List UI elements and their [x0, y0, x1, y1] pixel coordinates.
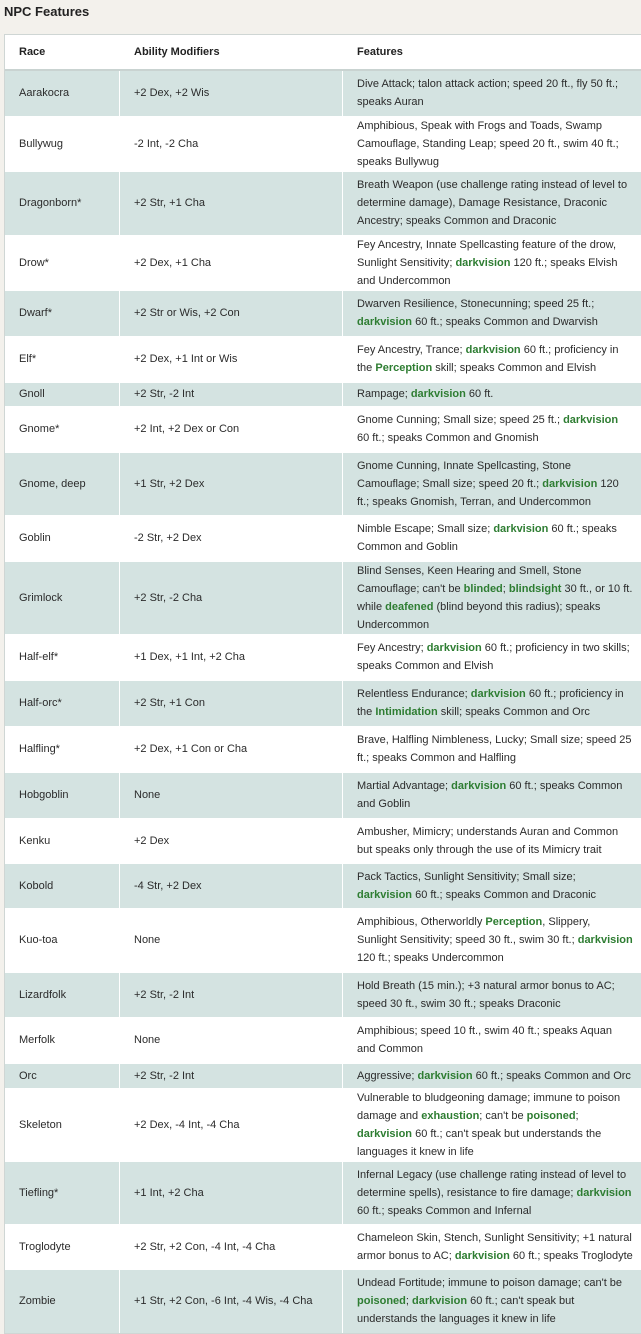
- rule-link[interactable]: exhaustion: [421, 1110, 479, 1122]
- feature-text: 60 ft.; speaks Common and Gnomish: [357, 432, 539, 444]
- table-row: [5, 680, 641, 726]
- race-cell: Halfling*: [5, 726, 120, 772]
- table-row: [5, 116, 641, 171]
- race-cell: Orc: [5, 1063, 120, 1088]
- rule-link[interactable]: darkvision: [357, 1128, 412, 1140]
- features-cell: [343, 1088, 641, 1161]
- race-cell: Tiefling*: [5, 1161, 120, 1224]
- rule-link[interactable]: darkvision: [427, 642, 482, 654]
- feature-text: skill; speaks Common and Elvish: [432, 362, 596, 374]
- rule-link[interactable]: darkvision: [577, 1187, 632, 1199]
- column-header-ability-modifiers: Ability Modifiers: [120, 35, 343, 70]
- race-cell: Half-elf*: [5, 634, 120, 680]
- features-cell: [343, 863, 641, 908]
- race-cell: Kuo-toa: [5, 908, 120, 972]
- feature-text: Blind Senses, Keen Hearing and Smell, Stone Camouflage; can't be: [357, 565, 581, 595]
- race-cell: Drow*: [5, 235, 120, 290]
- table-row: [5, 70, 641, 116]
- column-header-race: Race: [5, 35, 120, 70]
- feature-text: 30 ft., or 10 ft. while: [357, 583, 632, 613]
- features-cell: [343, 171, 641, 235]
- feature-text: 60 ft.; speaks Common and Goblin: [357, 780, 622, 810]
- table-row: [5, 1017, 641, 1063]
- table-row: [5, 1161, 641, 1224]
- feature-text: 60 ft.; can't speak but understands the languages it knew in life: [357, 1295, 574, 1325]
- feature-text: ;: [503, 583, 509, 595]
- feature-text: Amphibious, Speak with Frogs and Toads, Swamp Camouflage, Standing Leap; speed 20 ft., swim 40 ft.; speaks Bullywug: [357, 120, 619, 168]
- rule-link[interactable]: darkvision: [451, 780, 506, 792]
- feature-text: 60 ft.; speaks Common and Orc: [473, 1070, 631, 1082]
- features-cell: [343, 290, 641, 336]
- race-cell: Lizardfolk: [5, 972, 120, 1017]
- rule-link[interactable]: darkvision: [455, 1250, 510, 1262]
- features-cell: [343, 972, 641, 1017]
- npc-features-table: [4, 34, 641, 1334]
- race-cell: Gnome*: [5, 406, 120, 452]
- features-cell: [343, 515, 641, 561]
- race-cell: Dwarf*: [5, 290, 120, 336]
- ability-modifiers-cell: +2 Str or Wis, +2 Con: [120, 290, 343, 336]
- feature-text: Amphibious, Otherworldly: [357, 916, 485, 928]
- table-row: [5, 336, 641, 382]
- rule-link[interactable]: darkvision: [471, 688, 526, 700]
- feature-text: Gnome Cunning, Innate Spellcasting, Stone Camouflage; Small size; speed 20 ft.;: [357, 460, 571, 490]
- features-cell: [343, 1269, 641, 1333]
- features-cell: [343, 634, 641, 680]
- table-row: [5, 972, 641, 1017]
- rule-link[interactable]: darkvision: [542, 478, 597, 490]
- feature-text: Martial Advantage;: [357, 780, 451, 792]
- feature-text: Hold Breath (15 min.); +3 natural armor bonus to AC; speed 30 ft., swim 30 ft.; speaks Draconic: [357, 980, 615, 1010]
- rule-link[interactable]: Perception: [375, 362, 432, 374]
- feature-text: 60 ft.; speaks Common and Dwarvish: [412, 316, 598, 328]
- ability-modifiers-cell: +2 Int, +2 Dex or Con: [120, 406, 343, 452]
- ability-modifiers-cell: +2 Dex, +2 Wis: [120, 70, 343, 116]
- feature-text: Rampage;: [357, 388, 411, 400]
- features-cell: [343, 818, 641, 863]
- feature-text: 60 ft.: [466, 388, 494, 400]
- feature-text: 60 ft.; can't speak but understands the languages it knew in life: [357, 1128, 601, 1158]
- race-cell: Elf*: [5, 336, 120, 382]
- race-cell: Kenku: [5, 818, 120, 863]
- ability-modifiers-cell: +2 Dex: [120, 818, 343, 863]
- feature-text: skill; speaks Common and Orc: [438, 706, 590, 718]
- rule-link[interactable]: darkvision: [493, 523, 548, 535]
- ability-modifiers-cell: +1 Str, +2 Dex: [120, 452, 343, 515]
- features-cell: [343, 452, 641, 515]
- ability-modifiers-cell: -4 Str, +2 Dex: [120, 863, 343, 908]
- ability-modifiers-cell: -2 Str, +2 Dex: [120, 515, 343, 561]
- rule-link[interactable]: darkvision: [357, 889, 412, 901]
- feature-text: ; can't be: [479, 1110, 526, 1122]
- table-row: [5, 235, 641, 290]
- race-cell: Aarakocra: [5, 70, 120, 116]
- rule-link[interactable]: blindsight: [509, 583, 562, 595]
- feature-text: Undead Fortitude; immune to poison damage; can't be: [357, 1277, 622, 1289]
- ability-modifiers-cell: None: [120, 772, 343, 818]
- race-cell: Troglodyte: [5, 1224, 120, 1269]
- feature-text: Relentless Endurance;: [357, 688, 471, 700]
- race-cell: Grimlock: [5, 561, 120, 634]
- ability-modifiers-cell: +2 Dex, +1 Cha: [120, 235, 343, 290]
- features-cell: [343, 908, 641, 972]
- feature-text: Infernal Legacy (use challenge rating instead of level to determine spells), resistance to fire damage;: [357, 1169, 626, 1199]
- table-row: [5, 634, 641, 680]
- feature-text: Ambusher, Mimicry; understands Auran and Common but speaks only through the use of its Mimicry trait: [357, 826, 618, 856]
- ability-modifiers-cell: +1 Int, +2 Cha: [120, 1161, 343, 1224]
- feature-text: Breath Weapon (use challenge rating instead of level to determine damage), Damage Resistance, Draconic Ancestry; speaks Common and Draconic: [357, 179, 627, 227]
- features-cell: [343, 1224, 641, 1269]
- rule-link[interactable]: darkvision: [563, 414, 618, 426]
- feature-text: Dwarven Resilience, Stonecunning; speed 25 ft.;: [357, 298, 594, 310]
- ability-modifiers-cell: +2 Str, -2 Int: [120, 382, 343, 406]
- rule-link[interactable]: Intimidation: [375, 706, 437, 718]
- feature-text: Fey Ancestry;: [357, 642, 427, 654]
- table-header-row: [5, 35, 641, 70]
- feature-text: 60 ft.; speaks Common and Goblin: [357, 523, 617, 553]
- column-header-features: Features: [343, 35, 641, 70]
- features-cell: [343, 235, 641, 290]
- table-row: [5, 515, 641, 561]
- features-cell: [343, 336, 641, 382]
- features-cell: [343, 382, 641, 406]
- feature-text: (blind beyond this radius); speaks Undercommon: [357, 601, 600, 631]
- race-cell: Dragonborn*: [5, 171, 120, 235]
- ability-modifiers-cell: +2 Str, -2 Int: [120, 972, 343, 1017]
- table-row: [5, 818, 641, 863]
- ability-modifiers-cell: +1 Str, +2 Con, -6 Int, -4 Wis, -4 Cha: [120, 1269, 343, 1333]
- ability-modifiers-cell: +2 Str, +1 Con: [120, 680, 343, 726]
- table-row: [5, 452, 641, 515]
- table-row: [5, 406, 641, 452]
- rule-link[interactable]: poisoned: [527, 1110, 576, 1122]
- feature-text: Nimble Escape; Small size;: [357, 523, 493, 535]
- features-cell: [343, 1161, 641, 1224]
- ability-modifiers-cell: +2 Dex, -4 Int, -4 Cha: [120, 1088, 343, 1161]
- page-title: NPC Features: [4, 4, 89, 19]
- features-cell: [343, 70, 641, 116]
- ability-modifiers-cell: None: [120, 1017, 343, 1063]
- feature-text: Pack Tactics, Sunlight Sensitivity; Small size;: [357, 871, 576, 883]
- ability-modifiers-cell: +1 Dex, +1 Int, +2 Cha: [120, 634, 343, 680]
- feature-text: ;: [576, 1110, 579, 1122]
- table-row: [5, 1269, 641, 1333]
- feature-text: Aggressive;: [357, 1070, 418, 1082]
- features-cell: [343, 772, 641, 818]
- race-cell: Half-orc*: [5, 680, 120, 726]
- table-body: [5, 70, 641, 1333]
- features-cell: [343, 1063, 641, 1088]
- rule-link[interactable]: darkvision: [578, 934, 633, 946]
- table-row: [5, 290, 641, 336]
- ability-modifiers-cell: -2 Int, -2 Cha: [120, 116, 343, 171]
- race-cell: Kobold: [5, 863, 120, 908]
- feature-text: Amphibious; speed 10 ft., swim 40 ft.; speaks Aquan and Common: [357, 1025, 612, 1055]
- feature-text: Vulnerable to bludgeoning damage; immune to poison damage and: [357, 1092, 620, 1122]
- feature-text: 120 ft.; speaks Undercommon: [357, 952, 504, 964]
- features-cell: [343, 1017, 641, 1063]
- feature-text: 60 ft.; proficiency in the: [357, 688, 624, 718]
- feature-text: , Slippery, Sunlight Sensitivity; speed 30 ft., swim 30 ft.;: [357, 916, 590, 946]
- rule-link[interactable]: darkvision: [412, 1295, 467, 1307]
- table-row: [5, 1224, 641, 1269]
- ability-modifiers-cell: +2 Str, +1 Cha: [120, 171, 343, 235]
- table-row: [5, 1063, 641, 1088]
- race-cell: Bullywug: [5, 116, 120, 171]
- table-row: [5, 726, 641, 772]
- table-row: [5, 908, 641, 972]
- rule-link[interactable]: darkvision: [418, 1070, 473, 1082]
- table-row: [5, 1088, 641, 1161]
- feature-text: 60 ft.; proficiency in the: [357, 344, 618, 374]
- table-row: [5, 171, 641, 235]
- ability-modifiers-cell: +2 Dex, +1 Int or Wis: [120, 336, 343, 382]
- feature-text: Chameleon Skin, Stench, Sunlight Sensitivity; +1 natural armor bonus to AC;: [357, 1232, 632, 1262]
- features-cell: [343, 561, 641, 634]
- feature-text: Dive Attack; talon attack action; speed 20 ft., fly 50 ft.; speaks Auran: [357, 78, 618, 108]
- feature-text: Fey Ancestry, Trance;: [357, 344, 466, 356]
- race-cell: Merfolk: [5, 1017, 120, 1063]
- rule-link[interactable]: darkvision: [455, 257, 510, 269]
- feature-text: 60 ft.; proficiency in two skills; speaks Common and Elvish: [357, 642, 630, 672]
- rule-link[interactable]: blinded: [464, 583, 503, 595]
- features-cell: [343, 406, 641, 452]
- table-row: [5, 863, 641, 908]
- feature-text: 60 ft.; speaks Troglodyte: [510, 1250, 633, 1262]
- table-row: [5, 382, 641, 406]
- rule-link[interactable]: darkvision: [466, 344, 521, 356]
- rule-link[interactable]: Perception: [485, 916, 542, 928]
- features-cell: [343, 680, 641, 726]
- feature-text: Fey Ancestry, Innate Spellcasting feature of the drow, Sunlight Sensitivity;: [357, 239, 616, 269]
- feature-text: ;: [406, 1295, 412, 1307]
- table-row: [5, 772, 641, 818]
- race-cell: Gnome, deep: [5, 452, 120, 515]
- race-cell: Gnoll: [5, 382, 120, 406]
- feature-text: 120 ft.; speaks Gnomish, Terran, and Undercommon: [357, 478, 619, 508]
- feature-text: 60 ft.; speaks Common and Draconic: [412, 889, 596, 901]
- rule-link[interactable]: darkvision: [357, 316, 412, 328]
- rule-link[interactable]: deafened: [385, 601, 433, 613]
- features-cell: [343, 116, 641, 171]
- race-cell: Goblin: [5, 515, 120, 561]
- feature-text: 60 ft.; speaks Common and Infernal: [357, 1205, 531, 1217]
- feature-text: Gnome Cunning; Small size; speed 25 ft.;: [357, 414, 563, 426]
- race-cell: Hobgoblin: [5, 772, 120, 818]
- ability-modifiers-cell: +2 Dex, +1 Con or Cha: [120, 726, 343, 772]
- rule-link[interactable]: poisoned: [357, 1295, 406, 1307]
- ability-modifiers-cell: +2 Str, -2 Cha: [120, 561, 343, 634]
- feature-text: 120 ft.; speaks Elvish and Undercommon: [357, 257, 617, 287]
- features-cell: [343, 726, 641, 772]
- rule-link[interactable]: darkvision: [411, 388, 466, 400]
- ability-modifiers-cell: None: [120, 908, 343, 972]
- race-cell: Skeleton: [5, 1088, 120, 1161]
- ability-modifiers-cell: +2 Str, +2 Con, -4 Int, -4 Cha: [120, 1224, 343, 1269]
- race-cell: Zombie: [5, 1269, 120, 1333]
- feature-text: Brave, Halfling Nimbleness, Lucky; Small size; speed 25 ft.; speaks Common and Halfling: [357, 734, 632, 764]
- ability-modifiers-cell: +2 Str, -2 Int: [120, 1063, 343, 1088]
- table-row: [5, 561, 641, 634]
